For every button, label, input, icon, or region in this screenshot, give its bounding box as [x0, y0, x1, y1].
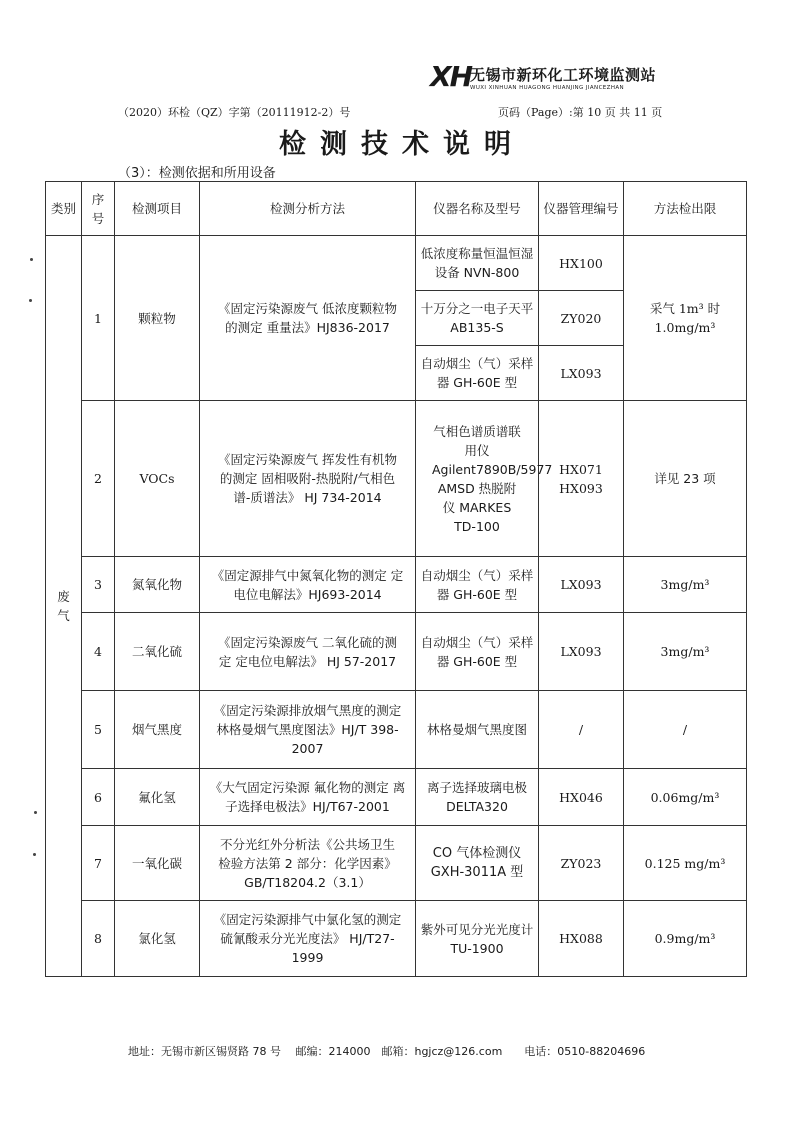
- code-cell: LX093: [539, 613, 624, 691]
- header-item: 检测项目: [115, 182, 200, 236]
- instrument-cell: 紫外可见分光光度计 TU-1900: [416, 901, 539, 977]
- item-cell: VOCs: [115, 401, 200, 557]
- margin-mark: [29, 299, 32, 302]
- item-cell: 颗粒物: [115, 236, 200, 401]
- method-cell: 《固定污染源废气 挥发性有机物的测定 固相吸附-热脱附/气相色谱-质谱法》 HJ 734-2014: [200, 401, 416, 557]
- seq-cell: 2: [82, 401, 115, 557]
- limit-cell: 采气 1m³ 时 1.0mg/m³: [624, 236, 747, 401]
- instrument-cell: 自动烟尘（气）采样器 GH-60E 型: [416, 613, 539, 691]
- item-cell: 一氧化碳: [115, 826, 200, 901]
- margin-mark: [34, 811, 37, 814]
- instrument-cell: CO 气体检测仪 GXH-3011A 型: [416, 826, 539, 901]
- instrument-cell: 十万分之一电子天平 AB135-S: [416, 291, 539, 346]
- code-cell: HX046: [539, 769, 624, 826]
- table-row: [46, 613, 747, 691]
- method-cell: 《固定源排气中氮氧化物的测定 定电位电解法》HJ693-2014: [200, 557, 416, 613]
- company-name-cn: 无锡市新环化工环境监测站: [470, 66, 657, 84]
- table-row: [46, 691, 747, 769]
- instrument-cell: 低浓度称量恒温恒湿设备 NVN-800: [416, 236, 539, 291]
- method-cell: 《固定污染源排气中氯化氢的测定 硫氰酸汞分光光度法》 HJ/T27-1999: [200, 901, 416, 977]
- seq-cell: 5: [82, 691, 115, 769]
- code-cell: LX093: [539, 346, 624, 401]
- margin-mark: [33, 853, 36, 856]
- table-row: [46, 769, 747, 826]
- header-method: 检测分析方法: [200, 182, 416, 236]
- table-row: [46, 236, 747, 291]
- instrument-cell: 自动烟尘（气）采样器 GH-60E 型: [416, 346, 539, 401]
- document-number: （2020）环检（QZ）字第（20111912-2）号: [118, 106, 351, 119]
- method-cell: 《固定污染源排放烟气黑度的测定 林格曼烟气黑度图法》HJ/T 398-2007: [200, 691, 416, 769]
- code-cell: HX071 HX093: [539, 401, 624, 557]
- header-category: 类别: [46, 182, 82, 236]
- item-cell: 烟气黑度: [115, 691, 200, 769]
- method-cell: 不分光红外分析法《公共场卫生检验方法第 2 部分：化学因素》 GB/T18204.2（3.1）: [200, 826, 416, 901]
- code-cell: HX100: [539, 236, 624, 291]
- code-cell: /: [539, 691, 624, 769]
- seq-cell: 6: [82, 769, 115, 826]
- code-cell: HX088: [539, 901, 624, 977]
- seq-cell: 7: [82, 826, 115, 901]
- limit-cell: 3mg/m³: [624, 557, 747, 613]
- limit-cell: 详见 23 项: [624, 401, 747, 557]
- method-cell: 《固定污染源废气 二氧化硫的测定 定电位电解法》 HJ 57-2017: [200, 613, 416, 691]
- item-cell: 二氧化硫: [115, 613, 200, 691]
- company-logo: [430, 62, 670, 98]
- limit-cell: 3mg/m³: [624, 613, 747, 691]
- instrument-cell: 自动烟尘（气）采样器 GH-60E 型: [416, 557, 539, 613]
- page-footer: 地址：无锡市新区锡贤路 78 号 邮编：214000 邮箱：hgjcz@126.com 电话：0510-88204696: [128, 1045, 646, 1058]
- page-number: 页码（Page）:第 10 页 共 11 页: [498, 106, 663, 119]
- seq-cell: 8: [82, 901, 115, 977]
- header-instrument: 仪器名称及型号: [416, 182, 539, 236]
- item-cell: 氟化氢: [115, 769, 200, 826]
- limit-cell: 0.9mg/m³: [624, 901, 747, 977]
- code-cell: LX093: [539, 557, 624, 613]
- instrument-cell: 气相色谱质谱联用仪 Agilent7890B/5977 AMSD 热脱附仪 MARKES TD-100: [416, 401, 539, 557]
- category-cell: 废气: [46, 236, 82, 977]
- header-limit: 方法检出限: [624, 182, 747, 236]
- equipment-table: [45, 181, 747, 977]
- table-row: [46, 826, 747, 901]
- seq-cell: 3: [82, 557, 115, 613]
- header-code: 仪器管理编号: [539, 182, 624, 236]
- section-heading: （3）：检测依据和所用设备: [118, 166, 276, 181]
- instrument-cell: 林格曼烟气黑度图: [416, 691, 539, 769]
- item-cell: 氯化氢: [115, 901, 200, 977]
- code-cell: ZY020: [539, 291, 624, 346]
- page-title: 检测技术说明: [279, 129, 525, 160]
- table-row: [46, 557, 747, 613]
- table-header-row: [46, 182, 747, 236]
- limit-cell: 0.06mg/m³: [624, 769, 747, 826]
- method-cell: 《固定污染源废气 低浓度颗粒物的测定 重量法》HJ836-2017: [200, 236, 416, 401]
- table-row: [46, 901, 747, 977]
- company-name-en: WUXI XINHUAN HUAGONG HUANJING JIANCEZHAN: [470, 85, 625, 91]
- limit-cell: 0.125 mg/m³: [624, 826, 747, 901]
- logo-mark: XH: [430, 60, 472, 93]
- method-cell: 《大气固定污染源 氟化物的测定 离子选择电极法》HJ/T67-2001: [200, 769, 416, 826]
- instrument-cell: 离子选择玻璃电极 DELTA320: [416, 769, 539, 826]
- table-row: [46, 401, 747, 557]
- seq-cell: 4: [82, 613, 115, 691]
- item-cell: 氮氧化物: [115, 557, 200, 613]
- seq-cell: 1: [82, 236, 115, 401]
- margin-mark: [30, 258, 33, 261]
- limit-cell: /: [624, 691, 747, 769]
- code-cell: ZY023: [539, 826, 624, 901]
- header-seq: 序号: [82, 182, 115, 236]
